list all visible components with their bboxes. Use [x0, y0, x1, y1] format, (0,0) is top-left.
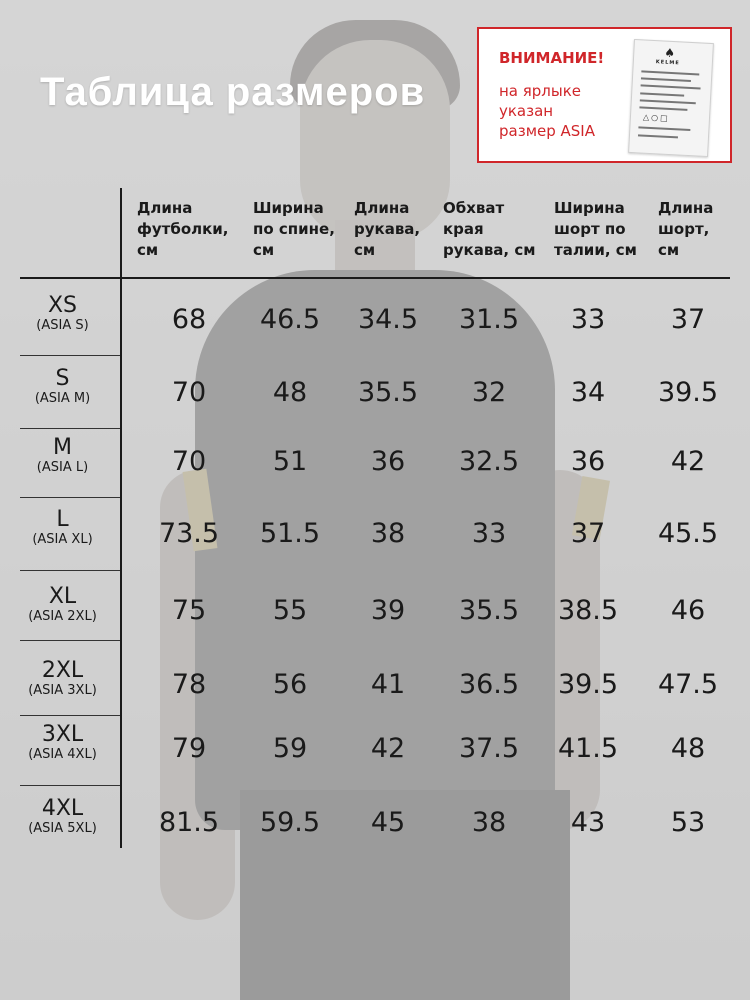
- table-cell: 43: [570, 807, 606, 838]
- column-header: [253, 198, 335, 261]
- asia-size: (ASIA 3XL): [28, 683, 97, 698]
- size-name: L: [56, 507, 69, 532]
- table-cell: 59: [272, 733, 308, 764]
- column-header-line: рукава, см: [443, 241, 536, 259]
- kelme-logo-icon: ♠: [664, 45, 676, 61]
- table-cell: 81.5: [158, 807, 220, 838]
- table-cell: 42: [670, 446, 706, 477]
- asia-size: (ASIA S): [36, 318, 89, 333]
- table-cell: 35.5: [458, 595, 520, 626]
- table-cell: 59.5: [259, 807, 321, 838]
- row-divider: [20, 640, 120, 641]
- table-cell: 73.5: [158, 518, 220, 549]
- table-cell: 33: [471, 518, 507, 549]
- table-cell: 70: [171, 446, 207, 477]
- column-header-line: см: [253, 241, 275, 259]
- table-cell: 37: [670, 304, 706, 335]
- table-cell: 70: [171, 377, 207, 408]
- column-header: [443, 198, 536, 261]
- column-header-line: см: [354, 241, 376, 259]
- table-cell: 37: [570, 518, 606, 549]
- size-label: [10, 659, 115, 699]
- label-brand: KELME: [655, 59, 680, 67]
- size-column-divider: [120, 188, 122, 848]
- size-label: [10, 367, 115, 407]
- size-name: M: [53, 435, 72, 460]
- column-header-line: Обхват: [443, 199, 505, 217]
- table-cell: 75: [171, 595, 207, 626]
- asia-size-notice: [477, 27, 732, 163]
- column-header-line: шорт,: [658, 220, 710, 238]
- column-header: [554, 198, 637, 261]
- size-label: [10, 585, 115, 625]
- table-cell: 51: [272, 446, 308, 477]
- table-cell: 51.5: [259, 518, 321, 549]
- asia-size: (ASIA M): [34, 391, 91, 406]
- table-cell: 31.5: [458, 304, 520, 335]
- size-name: 2XL: [41, 658, 84, 683]
- table-cell: 38: [471, 807, 507, 838]
- table-cell: 53: [670, 807, 706, 838]
- row-divider: [20, 715, 120, 716]
- size-name: 4XL: [41, 796, 84, 821]
- table-cell: 68: [171, 304, 207, 335]
- size-name: 3XL: [41, 722, 84, 747]
- care-symbols-icon: △○□: [642, 112, 670, 123]
- column-header-line: Ширина: [253, 199, 324, 217]
- asia-size: (ASIA 2XL): [28, 609, 97, 624]
- size-name: S: [55, 366, 70, 391]
- size-label: [10, 294, 115, 334]
- table-cell: 55: [272, 595, 308, 626]
- notice-line-1: на ярлыке: [499, 82, 582, 100]
- column-header-line: края: [443, 220, 484, 238]
- table-cell: 41.5: [557, 733, 619, 764]
- asia-size: (ASIA 4XL): [28, 747, 97, 762]
- table-cell: 39.5: [557, 669, 619, 700]
- column-header-line: Ширина: [554, 199, 625, 217]
- table-cell: 47.5: [657, 669, 719, 700]
- size-name: XL: [48, 584, 77, 609]
- table-cell: 32: [471, 377, 507, 408]
- column-header-line: талии, см: [554, 241, 637, 259]
- table-cell: 38.5: [557, 595, 619, 626]
- table-cell: 79: [171, 733, 207, 764]
- table-cell: 35.5: [357, 377, 419, 408]
- size-label: [10, 797, 115, 837]
- row-divider: [20, 570, 120, 571]
- table-cell: 48: [272, 377, 308, 408]
- table-cell: 36: [370, 446, 406, 477]
- clothing-label-image: [628, 39, 714, 157]
- row-divider: [20, 785, 120, 786]
- table-cell: 42: [370, 733, 406, 764]
- column-header-line: рукава,: [354, 220, 421, 238]
- table-cell: 39: [370, 595, 406, 626]
- page-title: Таблица размеров: [40, 70, 426, 114]
- size-name: XS: [47, 293, 78, 318]
- size-label: [10, 508, 115, 548]
- column-header-line: см: [658, 241, 680, 259]
- size-label: [10, 436, 115, 476]
- column-header: [137, 198, 229, 261]
- table-cell: 32.5: [458, 446, 520, 477]
- notice-body: [499, 81, 629, 141]
- table-cell: 37.5: [458, 733, 520, 764]
- column-header-line: Длина: [137, 199, 193, 217]
- asia-size: (ASIA 5XL): [28, 821, 97, 836]
- table-cell: 38: [370, 518, 406, 549]
- column-header: [354, 198, 420, 261]
- asia-size: (ASIA L): [36, 460, 89, 475]
- table-cell: 46.5: [259, 304, 321, 335]
- column-header-line: Длина: [354, 199, 410, 217]
- column-header-line: шорт по: [554, 220, 626, 238]
- row-divider: [20, 497, 120, 498]
- column-header-line: см: [137, 241, 159, 259]
- table-cell: 78: [171, 669, 207, 700]
- size-label: [10, 723, 115, 763]
- column-header-line: футболки,: [137, 220, 229, 238]
- column-header: [658, 198, 713, 261]
- notice-line-2: указан: [499, 102, 554, 120]
- table-cell: 33: [570, 304, 606, 335]
- header-divider: [20, 277, 730, 279]
- table-cell: 48: [670, 733, 706, 764]
- asia-size: (ASIA XL): [32, 532, 93, 547]
- column-header-line: Длина: [658, 199, 714, 217]
- table-cell: 45.5: [657, 518, 719, 549]
- notice-title: ВНИМАНИЕ!: [499, 49, 605, 67]
- table-cell: 34.5: [357, 304, 419, 335]
- notice-line-3: размер ASIA: [499, 122, 595, 140]
- table-cell: 41: [370, 669, 406, 700]
- row-divider: [20, 355, 120, 356]
- table-cell: 39.5: [657, 377, 719, 408]
- table-cell: 46: [670, 595, 706, 626]
- table-cell: 45: [370, 807, 406, 838]
- row-divider: [20, 428, 120, 429]
- table-cell: 36: [570, 446, 606, 477]
- table-cell: 36.5: [458, 669, 520, 700]
- table-cell: 56: [272, 669, 308, 700]
- table-cell: 34: [570, 377, 606, 408]
- column-header-line: по спине,: [253, 220, 335, 238]
